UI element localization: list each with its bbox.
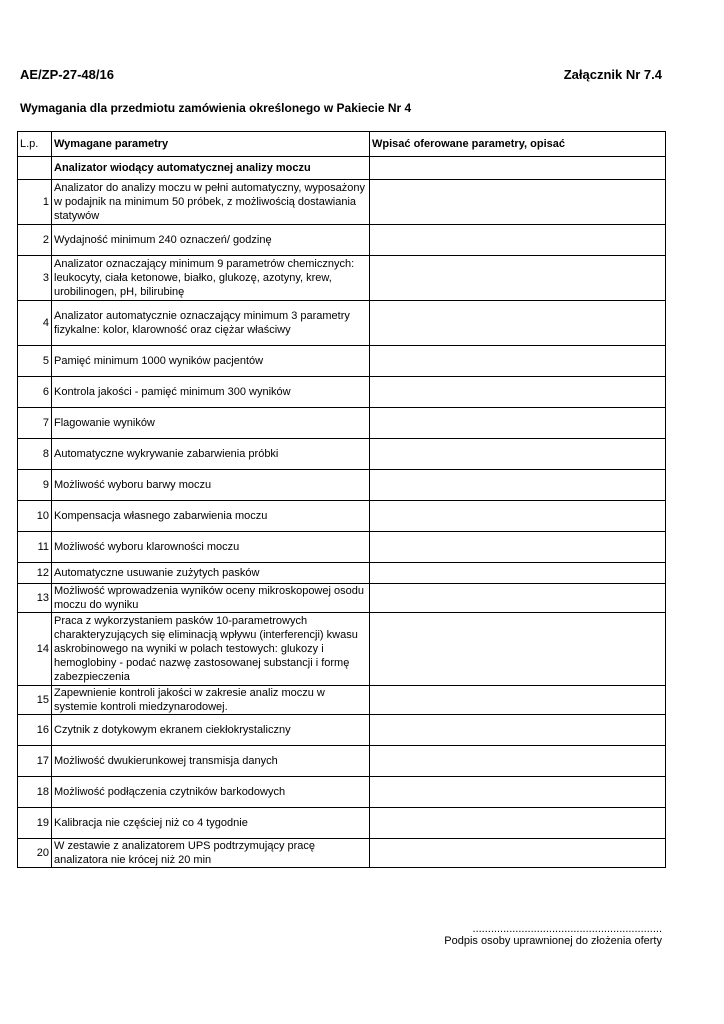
row-offer-cell[interactable] [370,501,666,532]
table-row [18,377,666,408]
row-requirement: Kontrola jakości - pamięć minimum 300 wyników [52,377,370,408]
row-number: 13 [18,584,52,613]
column-header-offer: Wpisać oferowane parametry, opisać [370,132,666,157]
table-row [18,470,666,501]
row-offer-cell[interactable] [370,470,666,501]
row-number: 6 [18,377,52,408]
row-number: 10 [18,501,52,532]
column-header-lp: L.p. [18,132,52,157]
row-requirement: Analizator do analizy moczu w pełni automatyczny, wyposażony w podajnik na minimum 50 próbek, z możliwością dostawiania statywów [52,180,370,225]
row-requirement: Możliwość wyboru klarowności moczu [52,532,370,563]
row-offer-cell[interactable] [370,532,666,563]
column-header-params: Wymagane parametry [52,132,370,157]
row-offer-cell[interactable] [370,180,666,225]
row-offer-cell[interactable] [370,301,666,346]
table-row [18,613,666,686]
table-header-row [18,132,666,157]
table-row [18,563,666,584]
table-row [18,715,666,746]
row-number: 15 [18,686,52,715]
row-number: 5 [18,346,52,377]
row-offer-cell[interactable] [370,777,666,808]
table-row [18,439,666,470]
row-offer-cell[interactable] [370,584,666,613]
row-offer-cell[interactable] [370,439,666,470]
row-number: 18 [18,777,52,808]
row-requirement: Wydajność minimum 240 oznaczeń/ godzinę [52,225,370,256]
section-title: Analizator wiodący automatycznej analizy moczu [52,157,370,180]
row-requirement: Kalibracja nie częściej niż co 4 tygodnie [52,808,370,839]
signature-line: .............................................................. [472,923,662,935]
row-number: 14 [18,613,52,686]
section-lp-cell [18,157,52,180]
table-row [18,532,666,563]
table-row [18,777,666,808]
section-offer-cell [370,157,666,180]
row-requirement: Kompensacja własnego zabarwienia moczu [52,501,370,532]
row-number: 9 [18,470,52,501]
row-requirement: Możliwość podłączenia czytników barkodowych [52,777,370,808]
row-number: 2 [18,225,52,256]
row-number: 11 [18,532,52,563]
table-row [18,839,666,868]
row-requirement: W zestawie z analizatorem UPS podtrzymujący pracę analizatora nie krócej niż 20 min [52,839,370,868]
row-offer-cell[interactable] [370,225,666,256]
row-offer-cell[interactable] [370,686,666,715]
table-row [18,256,666,301]
table-row [18,501,666,532]
document-subtitle: Wymagania dla przedmiotu zamówienia określonego w Pakiecie Nr 4 [20,101,412,115]
row-number: 3 [18,256,52,301]
row-number: 19 [18,808,52,839]
row-number: 8 [18,439,52,470]
row-requirement: Automatyczne usuwanie zużytych pasków [52,563,370,584]
row-offer-cell[interactable] [370,563,666,584]
row-requirement: Analizator automatycznie oznaczający minimum 3 parametry fizykalne: kolor, klarowność oraz ciężar właściwy [52,301,370,346]
row-offer-cell[interactable] [370,256,666,301]
row-requirement: Możliwość wprowadzenia wyników oceny mikroskopowej osodu moczu do wyniku [52,584,370,613]
row-number: 1 [18,180,52,225]
row-requirement: Analizator oznaczający minimum 9 parametrów chemicznych: leukocyty, ciała ketonowe, białko, glukozę, azotyny, krew, urobilinogen, pH, bilirubinę [52,256,370,301]
table-row [18,808,666,839]
row-offer-cell[interactable] [370,746,666,777]
row-requirement: Pamięć minimum 1000 wyników pacjentów [52,346,370,377]
row-requirement: Możliwość wyboru barwy moczu [52,470,370,501]
attachment-number: Załącznik Nr 7.4 [563,67,662,82]
row-requirement: Czytnik z dotykowym ekranem ciekłokrystaliczny [52,715,370,746]
table-row [18,584,666,613]
row-requirement: Praca z wykorzystaniem pasków 10-parametrowych charakteryzujących się eliminacją wpływu (interferencji) kwasu askrobinowego na wyniki w polach testowych: glukozy i hemoglobiny - podać nazwę zastosowanej substancji i formę zabezpieczenia [52,613,370,686]
row-offer-cell[interactable] [370,839,666,868]
table-row [18,746,666,777]
table-row [18,180,666,225]
row-offer-cell[interactable] [370,613,666,686]
table-row [18,408,666,439]
row-requirement: Automatyczne wykrywanie zabarwienia próbki [52,439,370,470]
row-number: 12 [18,563,52,584]
row-requirement: Zapewnienie kontroli jakości w zakresie analiz moczu w systemie kontroli miedzynarodowej. [52,686,370,715]
row-number: 20 [18,839,52,868]
row-number: 7 [18,408,52,439]
row-offer-cell[interactable] [370,346,666,377]
row-number: 17 [18,746,52,777]
document-id: AE/ZP-27-48/16 [20,67,114,82]
table-row [18,346,666,377]
row-offer-cell[interactable] [370,377,666,408]
table-row [18,686,666,715]
row-offer-cell[interactable] [370,408,666,439]
row-offer-cell[interactable] [370,715,666,746]
table-row [18,301,666,346]
section-row [18,157,666,180]
row-number: 4 [18,301,52,346]
row-number: 16 [18,715,52,746]
signature-label: Podpis osoby uprawnionej do złożenia oferty [444,935,662,947]
row-offer-cell[interactable] [370,808,666,839]
requirements-table [17,131,666,868]
row-requirement: Flagowanie wyników [52,408,370,439]
table-row [18,225,666,256]
row-requirement: Możliwość dwukierunkowej transmisja danych [52,746,370,777]
